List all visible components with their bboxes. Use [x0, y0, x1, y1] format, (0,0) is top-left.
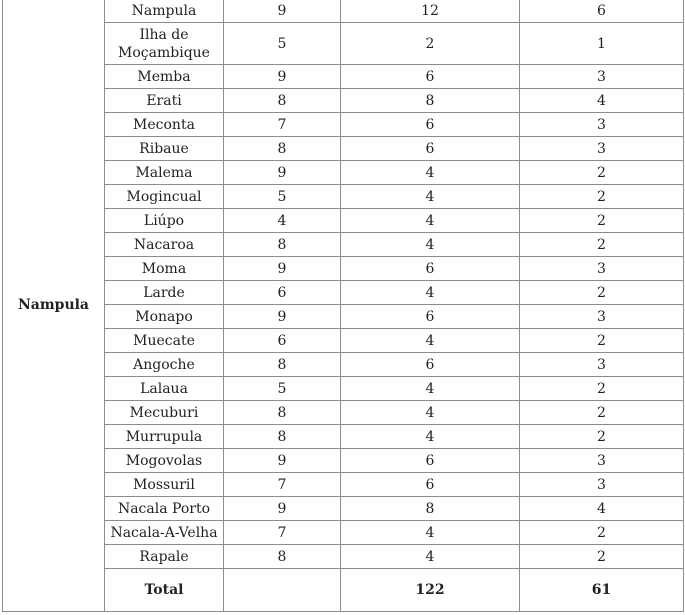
district-cell: Murrupula	[105, 425, 224, 449]
value-b-cell: 4	[341, 401, 520, 425]
district-cell: Nacala-A-Velha	[105, 521, 224, 545]
value-a-cell: 5	[224, 185, 341, 209]
value-c-cell: 2	[520, 329, 684, 353]
district-cell: Meconta	[105, 113, 224, 137]
province-cell: Nampula	[3, 0, 105, 612]
district-cell: Nacala Porto	[105, 497, 224, 521]
value-b-cell: 4	[341, 377, 520, 401]
value-b-cell: 2	[341, 23, 520, 65]
table-row	[3, 305, 684, 329]
value-c-cell: 2	[520, 425, 684, 449]
table-row	[3, 521, 684, 545]
value-c-cell: 2	[520, 377, 684, 401]
total-row	[3, 569, 684, 612]
table-row	[3, 281, 684, 305]
value-a-cell: 5	[224, 23, 341, 65]
district-cell: Ilha de Moçambique	[105, 23, 224, 65]
value-c-cell: 2	[520, 209, 684, 233]
value-a-cell: 6	[224, 281, 341, 305]
table-row	[3, 233, 684, 257]
value-b-cell: 4	[341, 425, 520, 449]
value-c-cell: 3	[520, 257, 684, 281]
table-body	[3, 0, 684, 612]
table-row	[3, 353, 684, 377]
value-a-cell: 7	[224, 521, 341, 545]
table-row	[3, 545, 684, 569]
value-c-cell: 2	[520, 161, 684, 185]
table-row	[3, 209, 684, 233]
value-b-cell: 6	[341, 65, 520, 89]
value-c-cell: 3	[520, 449, 684, 473]
district-cell: Moma	[105, 257, 224, 281]
district-cell: Muecate	[105, 329, 224, 353]
table-row	[3, 137, 684, 161]
value-a-cell: 9	[224, 257, 341, 281]
district-cell: Mossuril	[105, 473, 224, 497]
value-c-cell: 3	[520, 65, 684, 89]
district-cell: Memba	[105, 65, 224, 89]
table-row	[3, 473, 684, 497]
value-a-cell: 6	[224, 329, 341, 353]
value-c-cell: 2	[520, 233, 684, 257]
value-a-cell: 4	[224, 209, 341, 233]
table-row	[3, 185, 684, 209]
table-row	[3, 401, 684, 425]
table-row	[3, 0, 684, 23]
district-cell: Nacaroa	[105, 233, 224, 257]
value-b-cell: 4	[341, 281, 520, 305]
district-cell: Mogincual	[105, 185, 224, 209]
table-row	[3, 113, 684, 137]
district-cell: Larde	[105, 281, 224, 305]
value-b-cell: 4	[341, 545, 520, 569]
value-c-cell: 4	[520, 497, 684, 521]
value-c-cell: 3	[520, 113, 684, 137]
value-a-cell: 8	[224, 233, 341, 257]
district-table	[2, 0, 684, 612]
value-a-cell: 5	[224, 377, 341, 401]
district-cell: Malema	[105, 161, 224, 185]
district-cell: Nampula	[105, 0, 224, 23]
value-b-cell: 6	[341, 305, 520, 329]
table-row	[3, 23, 684, 65]
table-row	[3, 449, 684, 473]
value-a-cell: 7	[224, 113, 341, 137]
table-row	[3, 377, 684, 401]
value-c-cell: 4	[520, 89, 684, 113]
value-b-cell: 4	[341, 185, 520, 209]
value-c-cell: 2	[520, 281, 684, 305]
value-a-cell: 8	[224, 545, 341, 569]
total-b-cell: 122	[341, 569, 520, 612]
value-b-cell: 8	[341, 497, 520, 521]
value-a-cell: 7	[224, 473, 341, 497]
value-b-cell: 4	[341, 161, 520, 185]
district-cell: Mecuburi	[105, 401, 224, 425]
table-row	[3, 161, 684, 185]
district-cell: Mogovolas	[105, 449, 224, 473]
value-a-cell: 9	[224, 497, 341, 521]
value-a-cell: 8	[224, 137, 341, 161]
table-row	[3, 89, 684, 113]
value-b-cell: 4	[341, 329, 520, 353]
value-a-cell: 8	[224, 401, 341, 425]
value-a-cell: 8	[224, 353, 341, 377]
value-b-cell: 8	[341, 89, 520, 113]
district-cell: Angoche	[105, 353, 224, 377]
value-c-cell: 1	[520, 23, 684, 65]
value-b-cell: 6	[341, 137, 520, 161]
value-c-cell: 2	[520, 521, 684, 545]
value-a-cell: 9	[224, 0, 341, 23]
district-cell: Liúpo	[105, 209, 224, 233]
value-a-cell: 9	[224, 305, 341, 329]
value-c-cell: 3	[520, 473, 684, 497]
value-c-cell: 2	[520, 545, 684, 569]
value-c-cell: 3	[520, 353, 684, 377]
table-row	[3, 497, 684, 521]
value-b-cell: 6	[341, 113, 520, 137]
table-row	[3, 329, 684, 353]
value-c-cell: 3	[520, 137, 684, 161]
table-row	[3, 425, 684, 449]
value-c-cell: 2	[520, 185, 684, 209]
total-label-cell: Total	[105, 569, 224, 612]
district-cell: Erati	[105, 89, 224, 113]
value-b-cell: 4	[341, 209, 520, 233]
value-b-cell: 6	[341, 353, 520, 377]
district-cell: Monapo	[105, 305, 224, 329]
total-a-cell	[224, 569, 341, 612]
value-b-cell: 6	[341, 257, 520, 281]
value-c-cell: 2	[520, 401, 684, 425]
district-cell: Lalaua	[105, 377, 224, 401]
district-cell: Rapale	[105, 545, 224, 569]
value-b-cell: 12	[341, 0, 520, 23]
value-a-cell: 8	[224, 89, 341, 113]
value-b-cell: 6	[341, 449, 520, 473]
value-c-cell: 6	[520, 0, 684, 23]
value-c-cell: 3	[520, 305, 684, 329]
value-a-cell: 9	[224, 161, 341, 185]
table-row	[3, 65, 684, 89]
value-b-cell: 4	[341, 233, 520, 257]
table-row	[3, 257, 684, 281]
value-a-cell: 8	[224, 425, 341, 449]
value-b-cell: 4	[341, 521, 520, 545]
value-a-cell: 9	[224, 449, 341, 473]
total-c-cell: 61	[520, 569, 684, 612]
value-b-cell: 6	[341, 473, 520, 497]
value-a-cell: 9	[224, 65, 341, 89]
district-cell: Ribaue	[105, 137, 224, 161]
